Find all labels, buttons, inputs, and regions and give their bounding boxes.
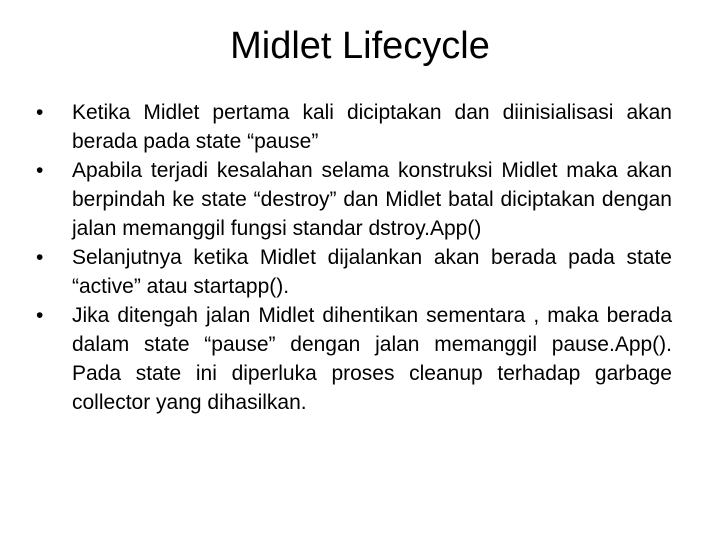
bullet-item [36, 243, 672, 301]
slide-title: Midlet Lifecycle [230, 25, 490, 67]
bullet-item [36, 301, 672, 417]
bullet-dot-icon: • [36, 304, 44, 327]
bullet-dot-icon: • [36, 101, 44, 124]
bullet-dot-icon: • [36, 159, 44, 182]
bullet-text: Selanjutnya ketika Midlet dijalankan akan berada pada state “active” atau startapp(). [72, 246, 672, 298]
bullet-text: Ketika Midlet pertama kali diciptakan dan diinisialisasi akan berada pada state “pause” [72, 101, 672, 153]
bullet-list [36, 98, 672, 417]
bullet-item [36, 98, 672, 156]
bullet-item [36, 156, 672, 243]
bullet-text: Apabila terjadi kesalahan selama konstruksi Midlet maka akan berpindah ke state “destroy” dan Midlet batal diciptakan dengan jalan memanggil fungsi standar dstroy.App() [72, 159, 672, 240]
bullet-text: Jika ditengah jalan Midlet dihentikan sementara , maka berada dalam state “pause” dengan jalan memanggil pause.App(). Pada state ini diperluka proses cleanup terhadap garbage collector yang dihasilkan. [72, 304, 672, 414]
bullet-dot-icon: • [36, 246, 44, 269]
